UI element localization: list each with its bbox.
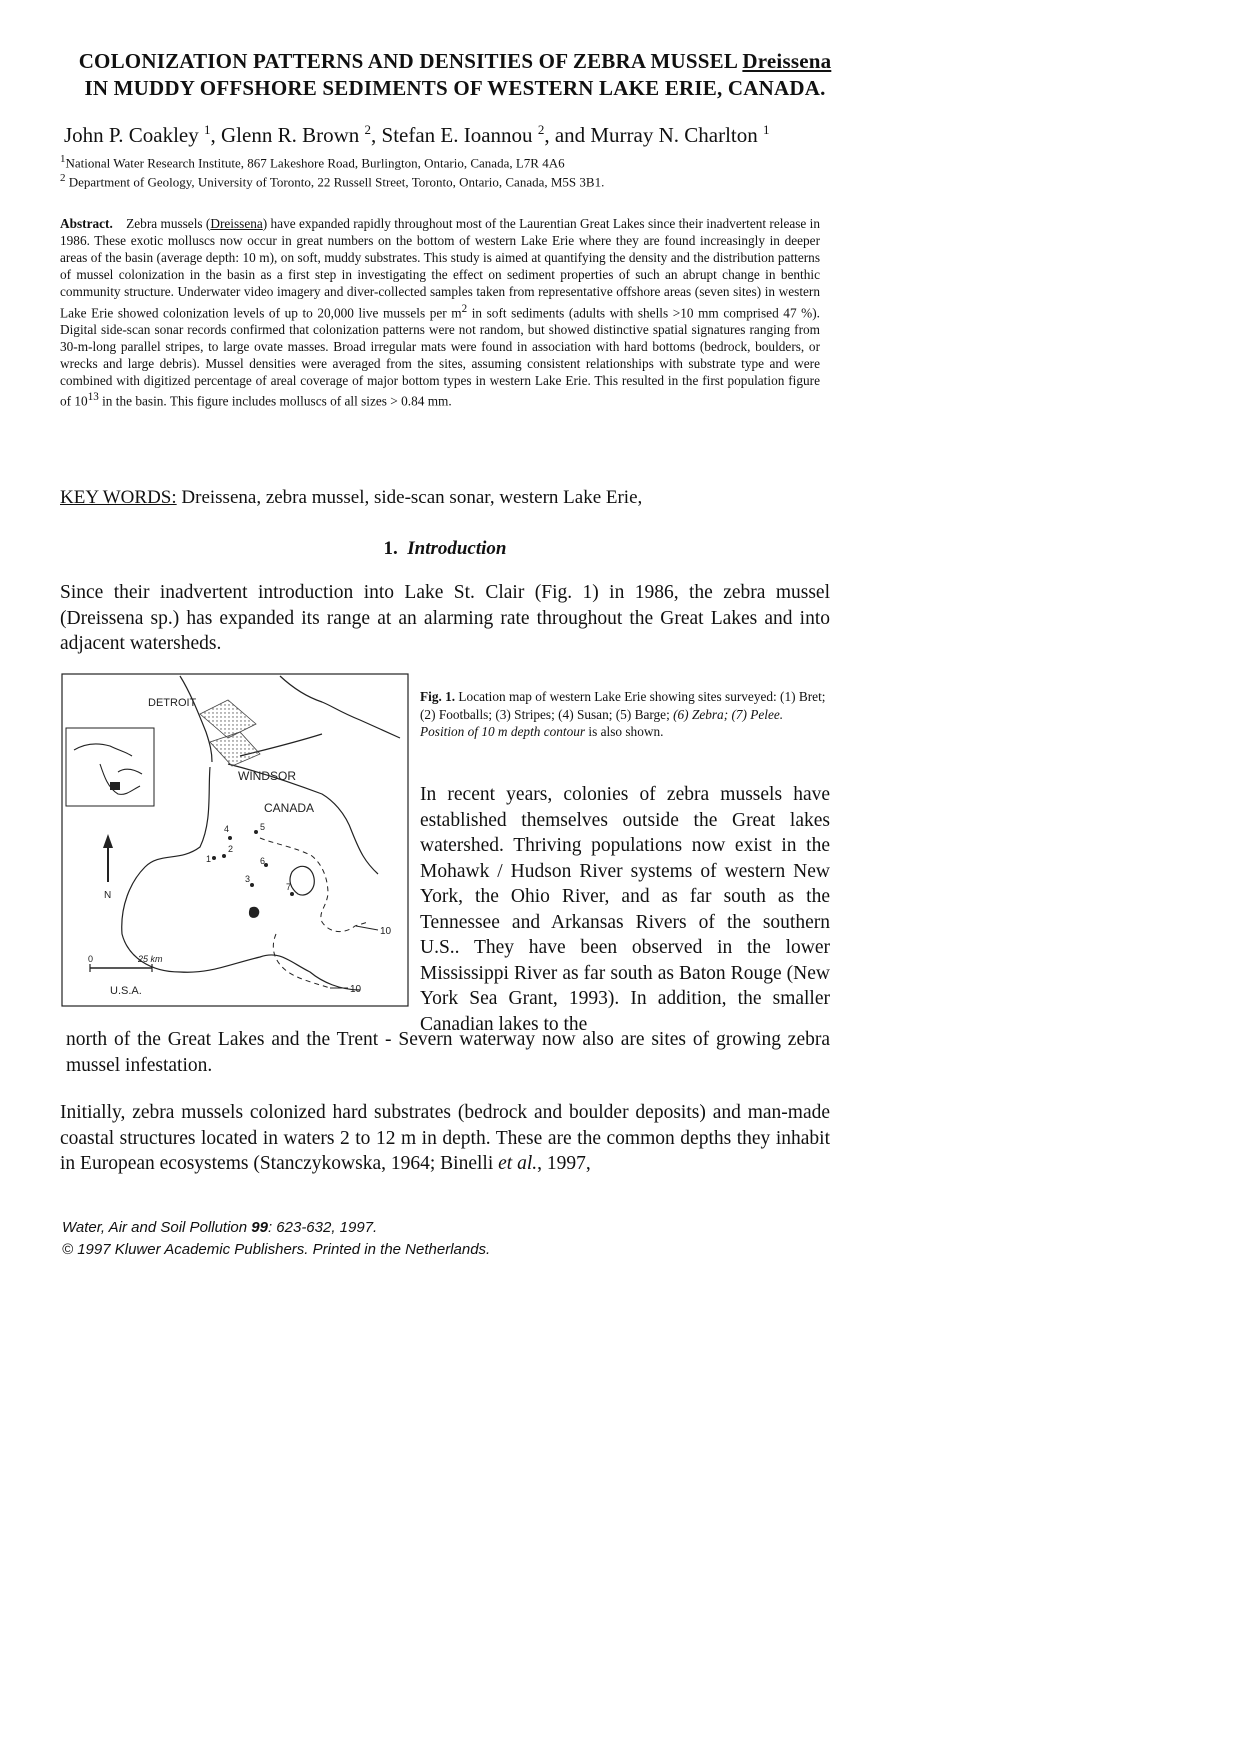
author-list xyxy=(64,122,770,148)
site-2-marker xyxy=(222,854,226,858)
site-3-marker xyxy=(250,883,254,887)
label-north: N xyxy=(104,890,112,901)
journal-footer xyxy=(62,1217,490,1261)
journal-volume: 99 xyxy=(251,1219,268,1236)
affiliation-1 xyxy=(60,151,565,171)
lake-st-clair-shaded xyxy=(200,700,256,738)
author-2-affiliation-mark: 2 xyxy=(364,122,372,137)
pelee-island xyxy=(290,866,314,895)
section-title: Introduction xyxy=(407,538,507,559)
section-heading-introduction xyxy=(60,538,830,560)
journal-citation xyxy=(62,1217,490,1239)
site-4-marker xyxy=(228,836,232,840)
paragraph-3-text-end: , 1997, xyxy=(537,1153,591,1174)
keywords-label: KEY WORDS: xyxy=(60,487,177,508)
site-7-marker xyxy=(290,892,294,896)
label-site-7: 7 xyxy=(286,882,292,892)
title-line-1-text: COLONIZATION PATTERNS AND DENSITIES OF ZEBRA MUSSEL xyxy=(78,49,743,73)
north-arrow-head xyxy=(103,834,113,848)
label-site-5: 5 xyxy=(260,822,266,832)
figure-1-map xyxy=(60,672,410,1008)
contour-label-leader-1 xyxy=(356,926,378,930)
small-island xyxy=(249,907,259,918)
label-site-1: 1 xyxy=(206,854,212,864)
author-4-affiliation-mark: 1 xyxy=(763,122,770,137)
keywords-text: Dreissena, zebra mussel, side-scan sonar, western Lake Erie, xyxy=(176,487,643,508)
affiliation-1-text: National Water Research Institute, 867 Lakeshore Road, Burlington, Ontario, Canada, L7R 4A6 xyxy=(65,155,565,171)
paper-title xyxy=(60,48,850,102)
label-windsor: WINDSOR xyxy=(238,769,296,783)
label-contour-10-north: 10 xyxy=(380,926,392,937)
figure-label: Fig. 1. xyxy=(420,689,456,704)
abstract-label: Abstract. xyxy=(60,216,113,231)
affiliation-1-number: 1 xyxy=(60,153,66,165)
copyright-line: © 1997 Kluwer Academic Publishers. Printed in the Netherlands. xyxy=(62,1241,491,1258)
title-line-2: IN MUDDY OFFSHORE SEDIMENTS OF WESTERN LAKE ERIE, CANADA. xyxy=(84,76,826,100)
abstract-text: ) have expanded rapidly throughout most of the Laurentian Great Lakes since their inadvertent release in 1986. These exotic molluscs now occur in great numbers on the bottom of western Lake Erie where they are found increasingly in deeper areas of the basin (average depth: 10 m), on soft, muddy substrates. This study is aimed at quantifying the density and the distribution patterns of mussel colonization in the basin as a first step in investigating the effect on sediment properties of such an abrupt change in benthic community structure. Underwater video imagery and diver-collected samples taken from representative offshore areas (seven sites) in western Lake Erie showed colonization levels of up to 20,000 live mussels per m xyxy=(60,216,820,320)
affiliation-2-number: 2 xyxy=(60,172,66,184)
paragraph-2-continued: north of the Great Lakes and the Trent - Severn waterway now also are sites of growing zebra mussel infestation. xyxy=(66,1029,830,1076)
author-1-affiliation-mark: 1 xyxy=(204,122,211,137)
site-5-marker xyxy=(254,830,258,834)
caption-text: Location map of western Lake Erie showing sites surveyed: (1) Bret; (2) Footballs; (3) Stripes; (4) Susan; (5) Barge; xyxy=(420,689,826,722)
abstract-text-end: in the basin. This figure includes molluscs of all sizes > 0.84 mm. xyxy=(98,393,452,409)
figure-1-caption xyxy=(420,688,830,741)
affiliation-2-text: Department of Geology, University of Toronto, 22 Russell Street, Toronto, Ontario, Canada, M5S 3B1. xyxy=(68,174,605,190)
caption-text-italic: (6) Zebra; (7) Pelee. Position of 10 m depth contour xyxy=(420,706,784,739)
label-site-3: 3 xyxy=(245,874,251,884)
lake-st-clair-shore xyxy=(280,676,400,738)
paragraph-1: Since their inadvertent introduction into Lake St. Clair (Fig. 1) in 1986, the zebra mussel (Dreissena sp.) has expanded its range at an alarming rate throughout the Great Lakes and into adjacent watersheds. xyxy=(60,582,830,654)
section-number: 1. xyxy=(383,538,398,559)
label-scale-zero: 0 xyxy=(88,954,94,964)
author-3-affiliation-mark: 2 xyxy=(537,122,545,137)
author-4: , and Murray N. Charlton xyxy=(544,123,758,147)
keywords xyxy=(60,487,642,509)
author-3: , Stefan E. Ioannou xyxy=(371,123,533,147)
abstract-text-continued: in soft sediments (adults with shells >10 mm comprised 47 %). Digital side-scan sonar records confirmed that colonization patterns were not random, but showed distinctive spatial signatures ranging from 30-m-long parallel stripes, to large ovate masses. Broad irregular mats were found in association with hard bottoms (bedrock, boulders, or wrecks and large debris). Mussel densities were averaged from the sites, assuming consistent relationships with substrate type and were combined with digitized percentage of areal coverage of major bottom types in western Lake Erie. This resulted in the first population figure of 10 xyxy=(60,304,820,409)
label-site-2: 2 xyxy=(228,844,234,854)
caption-text-end: is also shown. xyxy=(585,724,664,739)
journal-pages: : 623-632, 1997. xyxy=(267,1219,378,1236)
abstract xyxy=(60,216,820,411)
paragraph-3-text: Initially, zebra mussels colonized hard substrates (bedrock and boulder deposits) and man-made coastal structures located in waters 2 to 12 m in depth. These are the common depths they inhabit in European ecosystems (Stanczykowska, 1964; Binelli xyxy=(60,1102,830,1174)
detroit-river-shaded xyxy=(210,732,260,766)
label-contour-10-south: 10 xyxy=(350,984,362,995)
title-genus: Dreissena xyxy=(742,49,832,73)
abstract-genus: Dreissena xyxy=(210,216,263,231)
paragraph-3-et-al: et al. xyxy=(498,1153,538,1174)
label-site-6: 6 xyxy=(260,856,266,866)
abstract-exponent: 13 xyxy=(87,391,99,404)
abstract-text-start: Zebra mussels ( xyxy=(126,216,211,231)
abstract-square-superscript: 2 xyxy=(461,302,468,315)
great-lakes-inset xyxy=(66,728,154,806)
label-detroit: DETROIT xyxy=(148,697,197,709)
label-canada: CANADA xyxy=(264,801,315,815)
journal-name: Water, Air and Soil Pollution xyxy=(62,1219,252,1236)
paragraph-3 xyxy=(60,1100,830,1177)
inset-study-area-marker xyxy=(110,782,120,790)
title-line-1 xyxy=(60,48,850,75)
label-usa: U.S.A. xyxy=(110,985,142,997)
paragraph-2: In recent years, colonies of zebra mussels have established themselves outside the Great lakes watershed. Thriving populations now exist in the Mohawk / Hudson River systems of western New York, the Ohio River, and as far south as the Tennessee and Arkansas Rivers of the southern U.S.. They have been observed in the lower Mississippi River as far south as Baton Rouge (New York Sea Grant, 1993). In addition, the smaller Canadian lakes to the xyxy=(420,784,830,1035)
author-2: , Glenn R. Brown xyxy=(210,123,360,147)
site-1-marker xyxy=(212,856,216,860)
label-scale-length: 25 km xyxy=(138,954,163,964)
label-site-4: 4 xyxy=(224,824,230,834)
affiliation-2 xyxy=(60,170,604,190)
author-1: John P. Coakley xyxy=(64,123,199,147)
